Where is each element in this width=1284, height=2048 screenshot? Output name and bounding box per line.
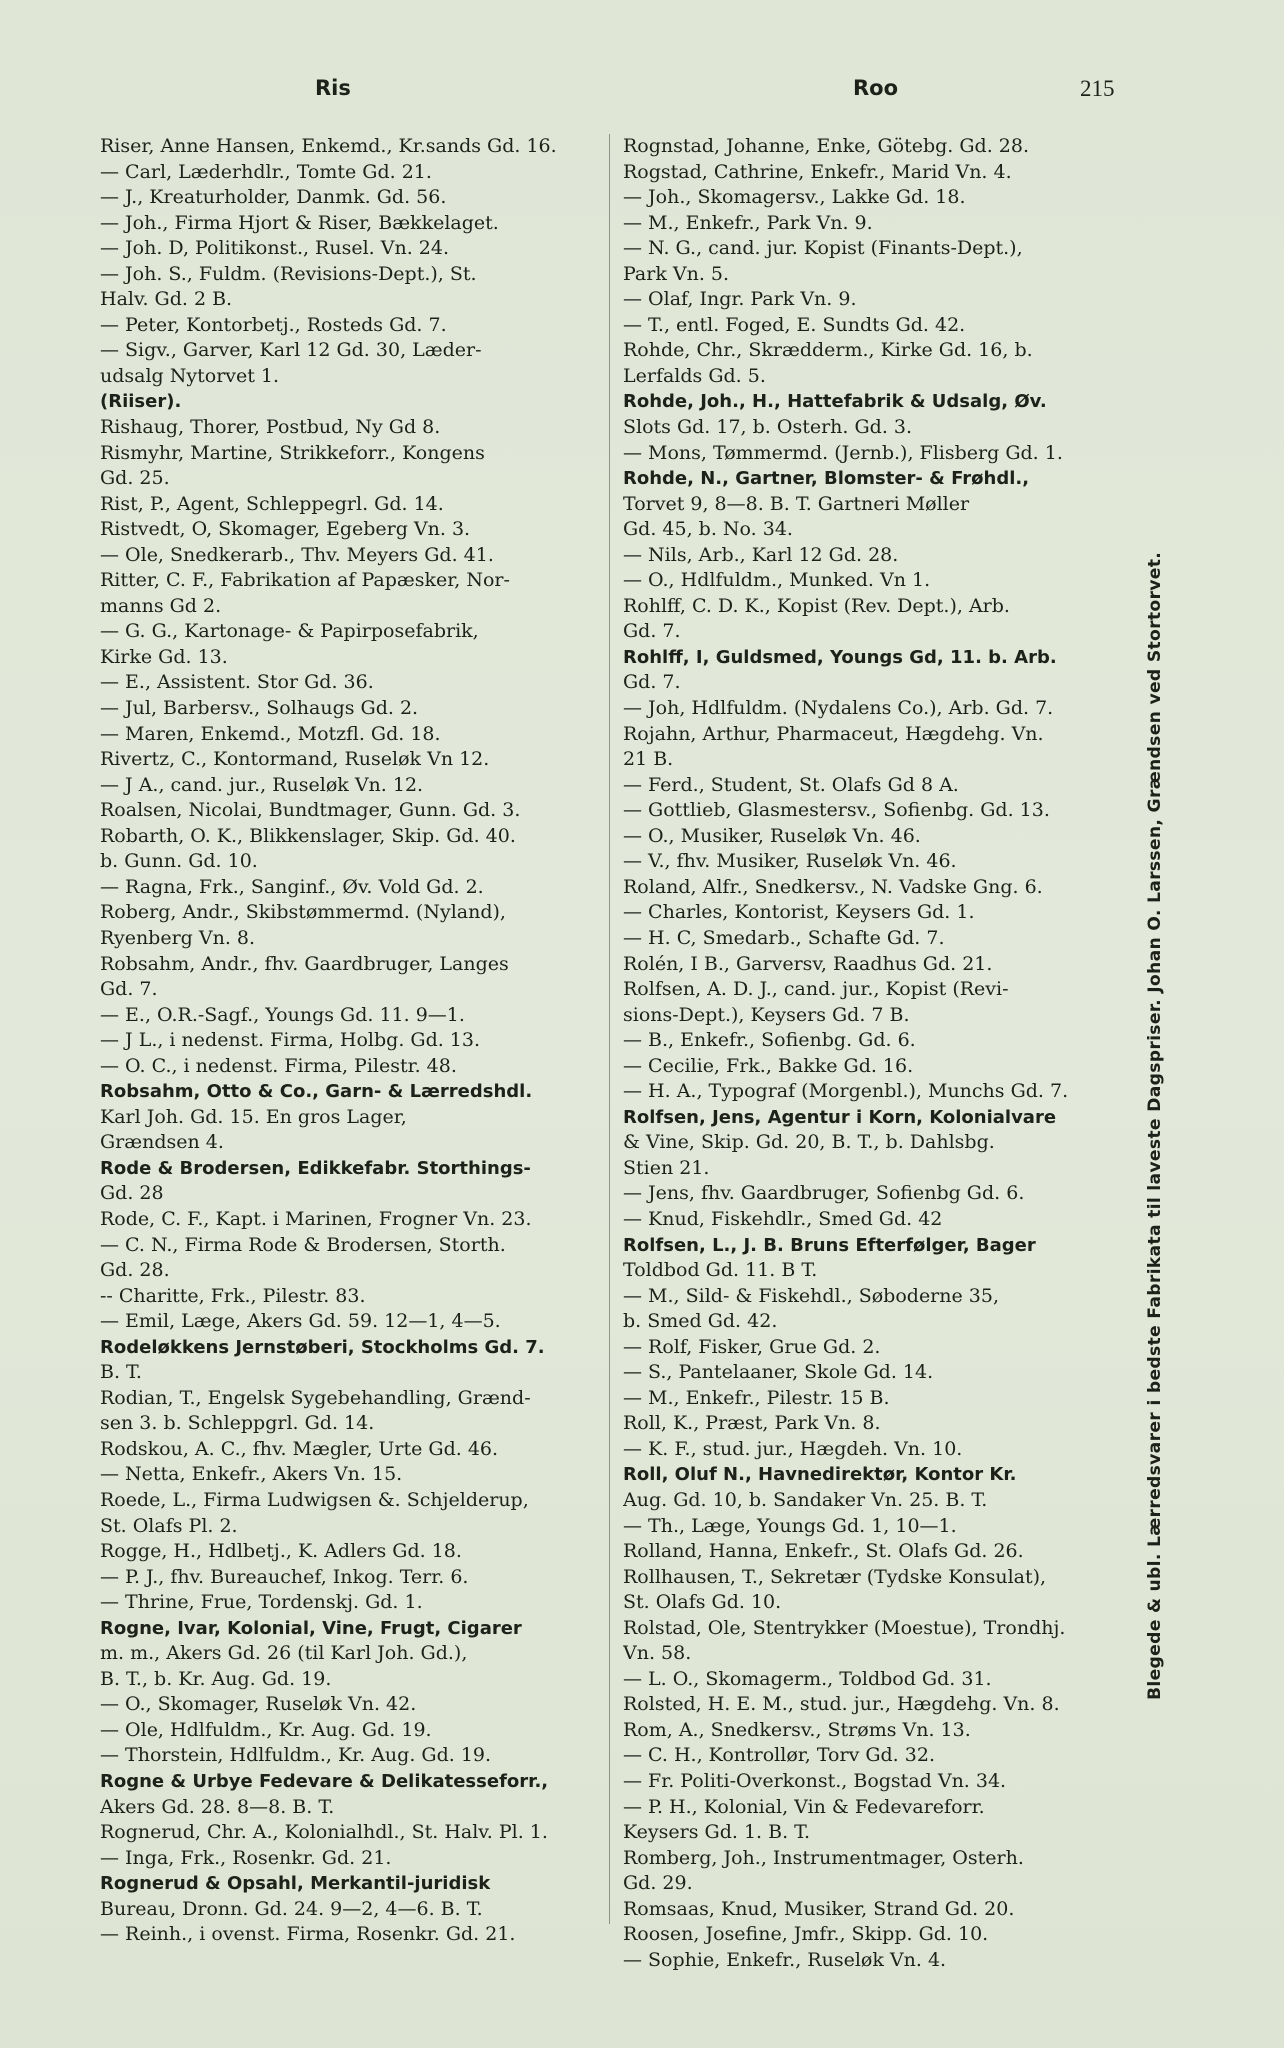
entry-line: Rodskou, A. C., fhv. Mægler, Urte Gd. 46. <box>100 1437 499 1460</box>
entry-line: Gd. 7. <box>100 978 158 1001</box>
entry-line: — K. F., stud. jur., Hægdeh. Vn. 10. <box>623 1437 963 1460</box>
entry-line: Robsahm, Andr., fhv. Gaardbruger, Langes <box>100 952 509 975</box>
entry-line: — Sigv., Garver, Karl 12 Gd. 30, Læder- <box>100 339 482 362</box>
entry-line: Rolfsen, Jens, Agentur i Korn, Kolonialvare <box>623 1106 1057 1128</box>
entry-line: — M., Enkefr., Pilestr. 15 B. <box>623 1386 890 1409</box>
entry-line: sen 3. b. Schleppgrl. Gd. 14. <box>100 1412 375 1435</box>
entry-line: — N. G., cand. jur. Kopist (Finants-Dept.), <box>623 237 1023 260</box>
entry-line: Rogne, Ivar, Kolonial, Vine, Frugt, Cigarer <box>100 1617 522 1639</box>
left-column <box>100 134 600 1948</box>
entry-line: Romsaas, Knud, Musiker, Strand Gd. 20. <box>623 1897 1015 1920</box>
entry-line: Toldbod Gd. 11. B T. <box>623 1259 818 1282</box>
entry-line: — Peter, Kontorbetj., Rosteds Gd. 7. <box>100 313 447 336</box>
entry-line: Romberg, Joh., Instrumentmager, Osterh. <box>623 1846 1024 1869</box>
entry-line: Gd. 28 <box>100 1182 164 1205</box>
running-head-right: Roo <box>853 76 899 100</box>
entry-line: Rom, A., Snedkersv., Strøms Vn. 13. <box>623 1718 971 1741</box>
entry-line: — Ole, Snedkerarb., Thv. Meyers Gd. 41. <box>100 543 494 566</box>
entry-line: Slots Gd. 17, b. Osterh. Gd. 3. <box>623 416 913 439</box>
entry-line: — Mons, Tømmermd. (Jernb.), Flisberg Gd. 1. <box>623 441 1063 464</box>
entry-line: — E., O.R.-Sagf., Youngs Gd. 11. 9—1. <box>100 1003 465 1026</box>
entry-line: — C. N., Firma Rode & Brodersen, Storth. <box>100 1233 506 1256</box>
entry-line: — Th., Læge, Youngs Gd. 1, 10—1. <box>623 1514 957 1537</box>
entry-line: Rognerud & Opsahl, Merkantil-juridisk <box>100 1873 491 1895</box>
entry-line: — Ragna, Frk., Sanginf., Øv. Vold Gd. 2. <box>100 875 484 898</box>
entry-line: Ristvedt, O, Skomager, Egeberg Vn. 3. <box>100 518 471 541</box>
entry-line: — Gottlieb, Glasmestersv., Sofienbg. Gd. 13. <box>623 799 1050 822</box>
entry-line: — H. C, Smedarb., Schafte Gd. 7. <box>623 926 945 949</box>
entry-line: Kirke Gd. 13. <box>100 645 228 668</box>
entry-line: Aug. Gd. 10, b. Sandaker Vn. 25. B. T. <box>623 1488 988 1511</box>
entry-line: — Fr. Politi-Overkonst., Bogstad Vn. 34. <box>623 1770 1007 1792</box>
entry-line: b. Gunn. Gd. 10. <box>100 850 258 873</box>
entry-line: Rohde, Joh., H., Hattefabrik & Udsalg, Øv. <box>623 391 1047 413</box>
entry-line: Rismyhr, Martine, Strikkeforr., Kongens <box>100 441 485 464</box>
entry-line: udsalg Nytorvet 1. <box>100 364 280 387</box>
entry-line: Stien 21. <box>623 1156 710 1179</box>
entry-line: — O., Skomager, Ruseløk Vn. 42. <box>100 1693 417 1716</box>
entry-line: — L. O., Skomagerm., Toldbod Gd. 31. <box>623 1667 992 1690</box>
entry-line: — C. H., Kontrollør, Torv Gd. 32. <box>623 1744 935 1767</box>
entry-line: — Cecilie, Frk., Bakke Gd. 16. <box>623 1054 914 1077</box>
entry-line: Rist, P., Agent, Schleppegrl. Gd. 14. <box>100 492 444 515</box>
entry-line: — Joh. S., Fuldm. (Revisions-Dept.), St. <box>100 262 477 285</box>
entry-line: Grændsen 4. <box>100 1131 224 1154</box>
entry-line: — B., Enkefr., Sofienbg. Gd. 6. <box>623 1029 916 1052</box>
entry-line: Rode & Brodersen, Edikkefabr. Storthings- <box>100 1157 531 1179</box>
entry-line: — Nils, Arb., Karl 12 Gd. 28. <box>623 543 899 566</box>
entry-line: Ryenberg Vn. 8. <box>100 926 256 949</box>
entry-line: — Netta, Enkefr., Akers Vn. 15. <box>100 1463 403 1486</box>
entry-line: (Riiser). <box>100 391 182 413</box>
entry-line: Torvet 9, 8—8. B. T. Gartneri Møller <box>623 492 970 515</box>
column-divider <box>609 134 610 1924</box>
entry-line: — E., Assistent. Stor Gd. 36. <box>100 671 374 694</box>
entry-line: Roll, K., Præst, Park Vn. 8. <box>623 1412 881 1435</box>
entry-line: — T., entl. Foged, E. Sundts Gd. 42. <box>623 313 966 336</box>
entry-line: Rivertz, C., Kontormand, Ruseløk Vn 12. <box>100 748 490 771</box>
entry-line: — Rolf, Fisker, Grue Gd. 2. <box>623 1335 881 1358</box>
entry-line: — O., Musiker, Ruseløk Vn. 46. <box>623 824 921 847</box>
entry-line: — Ferd., Student, St. Olafs Gd 8 A. <box>623 773 959 796</box>
entry-line: — Ole, Hdlfuldm., Kr. Aug. Gd. 19. <box>100 1718 432 1741</box>
entry-line: manns Gd 2. <box>100 594 222 617</box>
entry-line: Rode, C. F., Kapt. i Marinen, Frogner Vn. 23. <box>100 1207 532 1230</box>
entry-line: Rolstad, Ole, Stentrykker (Moestue), Trondhj. <box>623 1616 1066 1639</box>
entry-line: Roosen, Josefine, Jmfr., Skipp. Gd. 10. <box>623 1923 989 1946</box>
entry-line: Rolfsen, L., J. B. Bruns Efterfølger, Bager <box>623 1234 1036 1256</box>
entry-line: — O. C., i nedenst. Firma, Pilestr. 48. <box>100 1054 457 1077</box>
entry-line: — H. A., Typograf (Morgenbl.), Munchs Gd. 7. <box>623 1080 1069 1103</box>
entry-line: Rolland, Hanna, Enkefr., St. Olafs Gd. 26. <box>623 1540 1024 1563</box>
entry-line: St. Olafs Pl. 2. <box>100 1514 238 1537</box>
entry-line: — J L., i nedenst. Firma, Holbg. Gd. 13. <box>100 1029 481 1052</box>
entry-line: Gd. 7. <box>623 671 681 694</box>
entry-line: Halv. Gd. 2 B. <box>100 288 233 311</box>
entry-line: — J., Kreaturholder, Danmk. Gd. 56. <box>100 186 447 209</box>
entry-line: Rolsted, H. E. M., stud. jur., Hægdehg. Vn. 8. <box>623 1693 1060 1716</box>
entry-line: Gd. 28. <box>100 1259 170 1282</box>
entry-line: Roede, L., Firma Ludwigsen &. Schjelderup, <box>100 1488 529 1511</box>
entry-line: — Thrine, Frue, Tordenskj. Gd. 1. <box>100 1591 423 1614</box>
entry-line: Robsahm, Otto & Co., Garn- & Lærredshdl. <box>100 1081 533 1103</box>
entry-line: Rognstad, Johanne, Enke, Götebg. Gd. 28. <box>623 135 1029 157</box>
entry-line: Gd. 45, b. No. 34. <box>623 518 793 541</box>
entry-line: — Sophie, Enkefr., Ruseløk Vn. 4. <box>623 1948 947 1971</box>
entry-line: Bureau, Dronn. Gd. 24. 9—2, 4—6. B. T. <box>100 1897 483 1920</box>
entry-line: Rolén, I B., Garversv, Raadhus Gd. 21. <box>623 952 993 975</box>
entry-line: Akers Gd. 28. 8—8. B. T. <box>100 1795 335 1818</box>
side-advertisement: Blegede & ubl. Lærredsvarer i bedste Fabrikata til laveste Dagspriser. Johan O. Larssen, Grændsen ved Stortorvet. <box>1145 551 1165 1700</box>
entry-line: Rojahn, Arthur, Pharmaceut, Hægdehg. Vn. <box>623 722 1044 745</box>
entry-line: St. Olafs Gd. 10. <box>623 1591 782 1614</box>
entry-line: — J A., cand. jur., Ruseløk Vn. 12. <box>100 773 424 796</box>
entry-line: Gd. 29. <box>623 1872 693 1895</box>
entry-line: — V., fhv. Musiker, Ruseløk Vn. 46. <box>623 850 957 873</box>
entry-line: — Maren, Enkemd., Motzfl. Gd. 18. <box>100 722 441 745</box>
entry-line: Rohde, Chr., Skrædderm., Kirke Gd. 16, b. <box>623 339 1033 362</box>
entry-line: Vn. 58. <box>623 1642 692 1665</box>
entry-line: Lerfalds Gd. 5. <box>623 364 766 387</box>
entry-line: b. Smed Gd. 42. <box>623 1310 778 1333</box>
entry-line: Rohde, N., Gartner, Blomster- & Frøhdl., <box>623 468 1030 490</box>
entry-line: — Carl, Læderhdlr., Tomte Gd. 21. <box>100 160 432 183</box>
entry-line: & Vine, Skip. Gd. 20, B. T., b. Dahlsbg. <box>623 1131 995 1154</box>
running-head-left: Ris <box>315 76 351 100</box>
entry-line: — Reinh., i ovenst. Firma, Rosenkr. Gd. 21. <box>100 1923 516 1946</box>
entry-line: sions-Dept.), Keysers Gd. 7 B. <box>623 1003 910 1026</box>
page-number: 215 <box>1080 76 1115 101</box>
entry-line: Park Vn. 5. <box>623 262 730 285</box>
entry-line: — Inga, Frk., Rosenkr. Gd. 21. <box>100 1846 392 1869</box>
entry-line: — O., Hdlfuldm., Munked. Vn 1. <box>623 569 931 592</box>
entry-line: — S., Pantelaaner, Skole Gd. 14. <box>623 1361 934 1384</box>
entry-line: — Joh, Hdlfuldm. (Nydalens Co.), Arb. Gd. 7. <box>623 697 1054 720</box>
entry-line: Rogne & Urbye Fedevare & Delikatesseforr., <box>100 1771 549 1792</box>
entry-line: — Olaf, Ingr. Park Vn. 9. <box>623 288 857 311</box>
entry-line: Ritter, C. F., Fabrikation af Papæsker, Nor- <box>100 569 510 592</box>
entry-line: Rolfsen, A. D. J., cand. jur., Kopist (Revi- <box>623 978 1009 1001</box>
entry-line: Rogge, H., Hdlbetj., K. Adlers Gd. 18. <box>100 1540 462 1563</box>
entry-line: Robarth, O. K., Blikkenslager, Skip. Gd. 40. <box>100 824 516 847</box>
entry-line: — Charles, Kontorist, Keysers Gd. 1. <box>623 901 975 924</box>
entry-line: — Jens, fhv. Gaardbruger, Sofienbg Gd. 6. <box>623 1182 1025 1205</box>
entry-line: Rollhausen, T., Sekretær (Tydske Konsulat), <box>623 1565 1047 1588</box>
entry-line: Riser, Anne Hansen, Enkemd., Kr.sands Gd. 16. <box>100 135 557 157</box>
entry-line: — Thorstein, Hdlfuldm., Kr. Aug. Gd. 19. <box>100 1744 492 1767</box>
entry-line: Gd. 7. <box>623 620 681 643</box>
entry-line: Rohlff, I, Guldsmed, Youngs Gd, 11. b. Arb. <box>623 646 1057 668</box>
entry-line: — Knud, Fiskehdlr., Smed Gd. 42 <box>623 1207 943 1230</box>
entry-line: Rodian, T., Engelsk Sygebehandling, Grænd- <box>100 1386 531 1409</box>
entry-line: Rishaug, Thorer, Postbud, Ny Gd 8. <box>100 416 441 439</box>
right-column <box>623 134 1123 1973</box>
entry-line: — M., Sild- & Fiskehdl., Søboderne 35, <box>623 1284 1000 1307</box>
entry-line: — Joh. D, Politikonst., Rusel. Vn. 24. <box>100 237 450 260</box>
entry-line: Gd. 25. <box>100 467 170 490</box>
entry-line: -- Charitte, Frk., Pilestr. 83. <box>100 1284 366 1307</box>
entry-line: Karl Joh. Gd. 15. En gros Lager, <box>100 1105 407 1128</box>
entry-line: Roalsen, Nicolai, Bundtmager, Gunn. Gd. 3. <box>100 799 521 822</box>
entry-line: Roll, Oluf N., Havnedirektør, Kontor Kr. <box>623 1464 1017 1486</box>
entry-line: — Emil, Læge, Akers Gd. 59. 12—1, 4—5. <box>100 1310 501 1333</box>
entry-line: B. T., b. Kr. Aug. Gd. 19. <box>100 1667 332 1690</box>
entry-line: — M., Enkefr., Park Vn. 9. <box>623 211 873 234</box>
entry-line: — Joh., Firma Hjort & Riser, Bækkelaget. <box>100 211 499 234</box>
entry-line: 21 B. <box>623 748 674 771</box>
entry-line: Roland, Alfr., Snedkersv., N. Vadske Gng. 6. <box>623 875 1043 898</box>
entry-line: Keysers Gd. 1. B. T. <box>623 1821 811 1844</box>
entry-line: Rodeløkkens Jernstøberi, Stockholms Gd. 7. <box>100 1336 545 1358</box>
entry-line: B. T. <box>100 1361 142 1384</box>
entry-line: — P. J., fhv. Bureauchef, Inkog. Terr. 6. <box>100 1565 469 1588</box>
entry-line: m. m., Akers Gd. 26 (til Karl Joh. Gd.), <box>100 1642 468 1665</box>
entry-line: — P. H., Kolonial, Vin & Fedevareforr. <box>623 1795 985 1818</box>
entry-line: — Jul, Barbersv., Solhaugs Gd. 2. <box>100 697 419 720</box>
entry-line: Rohlff, C. D. K., Kopist (Rev. Dept.), Arb. <box>623 594 1010 617</box>
entry-line: — G. G., Kartonage- & Papirposefabrik, <box>100 620 479 643</box>
entry-line: Rognerud, Chr. A., Kolonialhdl., St. Halv. Pl. 1. <box>100 1821 548 1844</box>
entry-line: — Joh., Skomagersv., Lakke Gd. 18. <box>623 186 966 209</box>
entry-line: Rogstad, Cathrine, Enkefr., Marid Vn. 4. <box>623 160 1012 183</box>
entry-line: Roberg, Andr., Skibstømmermd. (Nyland), <box>100 901 506 924</box>
